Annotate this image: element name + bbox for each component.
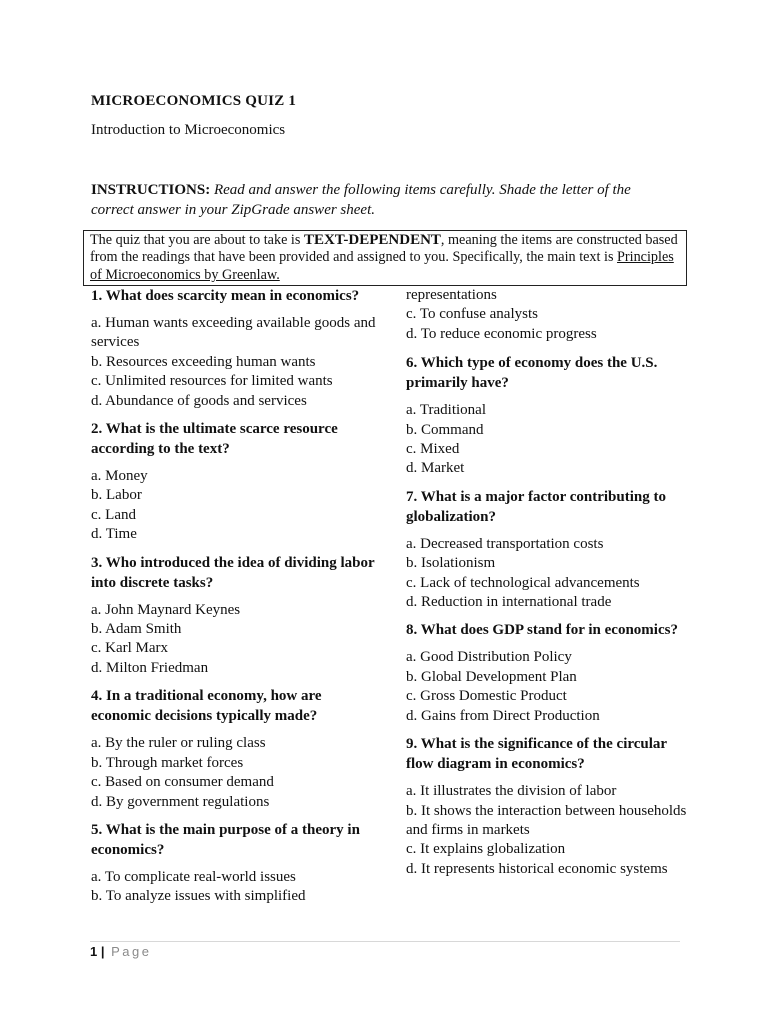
option-continued: representations [406,287,497,303]
instructions [91,180,671,220]
footer-divider [90,941,680,942]
option: a. Traditional [406,402,487,419]
option-list [91,314,376,411]
option: c. Based on consumer demand [91,774,274,791]
option: c. Karl Marx [91,640,169,657]
option: d. To reduce economic progress [406,325,597,342]
instructions-text: Read and answer the following items carefully. Shade the letter of the correct answer in your ZipGrade answer sheet. [91,182,631,218]
option: b. Global Development Plan [406,668,577,685]
option-list [91,467,376,545]
option: a. Human wants exceeding available goods and services [91,315,376,351]
option: d. Gains from Direct Production [406,707,600,724]
option-list [406,648,691,726]
option-list [406,535,691,613]
option: d. Abundance of goods and services [91,392,307,409]
option: a. Money [91,468,148,485]
option: b. Adam Smith [91,621,182,638]
question-text: 1. What does scarcity mean in economics? [91,288,360,304]
page-number: 1 [90,944,98,959]
option: b. Through market forces [91,754,244,771]
option: a. By the ruler or ruling class [91,735,266,752]
instructions-label: INSTRUCTIONS: [91,182,211,198]
question-block [406,734,691,879]
question-text: 8. What does GDP stand for in economics? [406,622,678,639]
page-footer [90,944,152,959]
option: d. Time [91,526,137,543]
question-5-continued [406,286,691,344]
option-list [406,401,691,479]
question-block [406,487,691,613]
question-block [406,620,691,726]
option: c. Gross Domestic Product [406,688,567,705]
text-dependent-notice [83,230,687,286]
question-block [91,553,376,679]
option: b. To analyze issues with simplified [91,888,306,905]
option: b. Labor [91,487,142,504]
option: a. It illustrates the division of labor [406,783,617,800]
option: c. Unlimited resources for limited wants [91,373,333,390]
notice-pre: The quiz that you are about to take is [90,232,304,248]
option: c. To confuse analysts [406,306,538,323]
option: d. It represents historical economic systems [406,860,668,877]
option-list [91,601,376,679]
question-text: 7. What is a major factor contributing to globalization? [406,488,666,525]
option: d. Milton Friedman [91,659,209,676]
option: d. Reduction in international trade [406,594,612,611]
footer-separator: | [100,944,105,959]
option-list [406,782,691,879]
option: c. It explains globalization [406,841,566,858]
notice-mid: , meaning the items are constructed based from the readings that have been provided and assigned to you. Specifically, the main text is [90,232,678,266]
option: d. Market [406,460,465,477]
option: c. Land [91,506,136,523]
question-block [406,353,691,479]
option-list [91,734,376,812]
notice-emphasis: TEXT-DEPENDENT [303,232,441,248]
question-text: 9. What is the significance of the circular flow diagram in economics? [406,736,667,773]
option: c. Lack of technological advancements [406,574,640,591]
option: b. It shows the interaction between households and firms in markets [406,802,687,838]
question-text: 2. What is the ultimate scarce resource according to the text? [91,421,338,458]
option: b. Resources exceeding human wants [91,353,316,370]
left-column [91,286,376,915]
question-text: 4. In a traditional economy, how are economic decisions typically made? [91,688,322,725]
option: a. To complicate real-world issues [91,868,296,885]
option: a. John Maynard Keynes [91,601,241,618]
quiz-title: MICROECONOMICS QUIZ 1 [91,93,297,109]
question-text: 3. Who introduced the idea of dividing labor into discrete tasks? [91,554,375,591]
question-text: 5. What is the main purpose of a theory in economics? [91,821,360,858]
option-list [91,868,376,907]
question-block [91,820,376,907]
option: a. Decreased transportation costs [406,535,604,552]
option: b. Isolationism [406,555,496,572]
option: b. Command [406,421,484,438]
question-text: 6. Which type of economy does the U.S. primarily have? [406,355,658,392]
notice-main-text: Principles of Microeconomics by Greenlaw. [90,249,674,283]
option: d. By government regulations [91,793,270,810]
option: c. Mixed [406,441,460,458]
question-block [91,686,376,812]
question-block [91,286,376,411]
page-label: Page [111,944,152,959]
option: a. Good Distribution Policy [406,649,572,666]
right-column [406,286,691,887]
quiz-subtitle: Introduction to Microeconomics [91,122,286,138]
question-block [91,419,376,545]
